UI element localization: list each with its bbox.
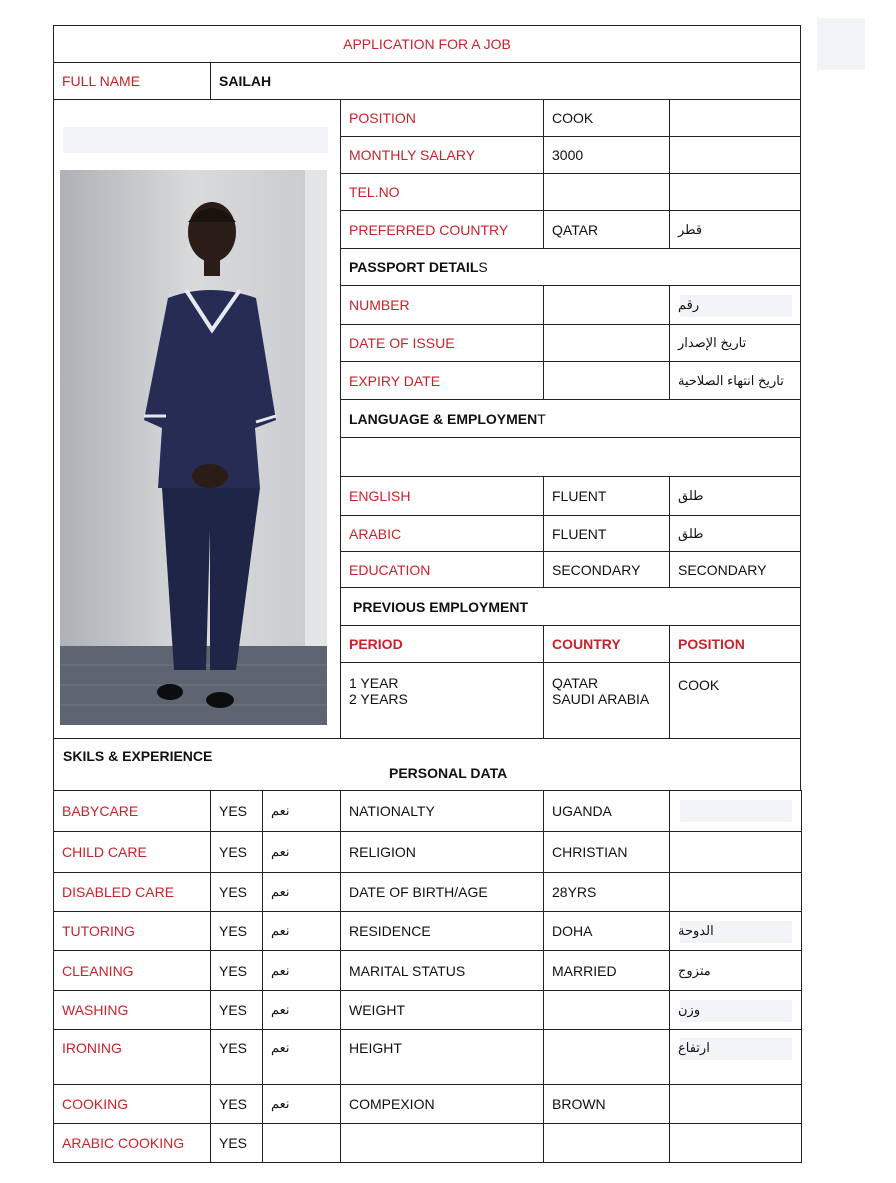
personal-value: BROWN: [543, 1084, 670, 1124]
personal-label: RESIDENCE: [340, 911, 544, 951]
date-of-issue-value: [543, 324, 670, 362]
personal-value: [543, 1029, 670, 1085]
skill-label: WASHING: [53, 990, 211, 1030]
expiry-date-label: EXPIRY DATE: [340, 361, 544, 400]
preferred-country-value: QATAR: [543, 210, 670, 249]
skill-value: YES: [210, 1029, 263, 1085]
position-extra: [669, 99, 801, 137]
personal-label: DATE OF BIRTH/AGE: [340, 872, 544, 912]
personal-arabic: [669, 1084, 802, 1124]
skill-label: CHILD CARE: [53, 831, 211, 873]
period-value-2: 2 YEARS: [349, 691, 408, 707]
position-value-1: COOK: [678, 677, 720, 693]
skill-value: YES: [210, 911, 263, 951]
personal-arabic-text: متزوج: [678, 962, 711, 978]
skills-heading: SKILS & EXPERIENCE: [63, 748, 213, 764]
position-values: [669, 662, 801, 739]
education-label: EDUCATION: [340, 551, 544, 588]
personal-value: 28YRS: [543, 872, 670, 912]
skill-value: YES: [210, 872, 263, 912]
personal-arabic: [669, 990, 802, 1030]
preferred-country-label: PREFERRED COUNTRY: [340, 210, 544, 249]
personal-label: HEIGHT: [340, 1029, 544, 1085]
salary-value: 3000: [543, 136, 670, 174]
personal-label: MARITAL STATUS: [340, 950, 544, 991]
country-column-header: COUNTRY: [543, 625, 670, 663]
english-arabic: طلق: [669, 476, 801, 516]
education-value: SECONDARY: [543, 551, 670, 588]
skill-label: IRONING: [53, 1029, 211, 1085]
personal-arabic: [669, 911, 802, 951]
skill-value: YES: [210, 790, 263, 832]
skill-arabic: نعم: [262, 1029, 341, 1085]
position-label: POSITION: [340, 99, 544, 137]
period-value-1: 1 YEAR: [349, 675, 399, 691]
full-name-label: FULL NAME: [53, 62, 211, 100]
passport-heading: [340, 248, 801, 286]
applicant-photo: [60, 170, 327, 725]
period-values: [340, 662, 544, 739]
personal-arabic-text: وزن: [678, 1002, 701, 1017]
tel-value: [543, 173, 670, 211]
skill-label: CLEANING: [53, 950, 211, 991]
skill-arabic: نعم: [262, 831, 341, 873]
skill-arabic: [262, 1123, 341, 1163]
skill-label: COOKING: [53, 1084, 211, 1124]
passport-number-value: [543, 285, 670, 325]
date-of-issue-label: DATE OF ISSUE: [340, 324, 544, 362]
passport-number-label: NUMBER: [340, 285, 544, 325]
personal-value: [543, 990, 670, 1030]
skill-value: YES: [210, 1123, 263, 1163]
passport-heading-tail: S: [478, 259, 488, 275]
personal-data-heading: PERSONAL DATA: [389, 765, 508, 781]
language-heading-main: LANGUAGE & EMPLOYMEN: [349, 410, 538, 427]
personal-value: MARRIED: [543, 950, 670, 991]
photo-caption-blank: [63, 127, 328, 153]
personal-value: CHRISTIAN: [543, 831, 670, 873]
skill-value: YES: [210, 831, 263, 873]
personal-value: DOHA: [543, 911, 670, 951]
previous-employment-heading: PREVIOUS EMPLOYMENT: [340, 587, 801, 626]
personal-value: [543, 1123, 670, 1163]
english-value: FLUENT: [543, 476, 670, 516]
personal-arabic: [669, 1123, 802, 1163]
passport-heading-main: PASSPORT DETAIL: [349, 259, 479, 275]
language-heading: [340, 399, 801, 438]
personal-arabic: [669, 950, 802, 991]
skill-arabic: نعم: [262, 911, 341, 951]
arabic-label: ARABIC: [340, 515, 544, 552]
position-value: COOK: [543, 99, 670, 137]
skill-arabic: نعم: [262, 1084, 341, 1124]
skill-arabic: نعم: [262, 950, 341, 991]
arabic-arabic: طلق: [669, 515, 801, 552]
tel-label: TEL.NO: [340, 173, 544, 211]
education-value-2: SECONDARY: [669, 551, 801, 588]
salary-label: MONTHLY SALARY: [340, 136, 544, 174]
personal-label: [340, 1123, 544, 1163]
arabic-value: FLUENT: [543, 515, 670, 552]
skill-value: YES: [210, 990, 263, 1030]
tel-extra: [669, 173, 801, 211]
period-column-header: PERIOD: [340, 625, 544, 663]
corner-tab: [817, 18, 865, 70]
personal-arabic: [669, 831, 802, 873]
expiry-date-arabic: تاريخ انتهاء الصلاحية: [669, 361, 801, 400]
skill-label: TUTORING: [53, 911, 211, 951]
personal-arabic: [669, 872, 802, 912]
personal-label: WEIGHT: [340, 990, 544, 1030]
language-heading-tail: T: [537, 410, 546, 427]
personal-value: UGANDA: [543, 790, 670, 832]
personal-label: COMPEXION: [340, 1084, 544, 1124]
expiry-date-value: [543, 361, 670, 400]
skill-label: DISABLED CARE: [53, 872, 211, 912]
country-value-1: QATAR: [552, 675, 599, 691]
personal-label: NATIONALTY: [340, 790, 544, 832]
salary-extra: [669, 136, 801, 174]
passport-number-arabic: رقم: [669, 285, 801, 325]
full-name-value: SAILAH: [210, 62, 801, 100]
personal-arabic: [669, 1029, 802, 1085]
skill-arabic: نعم: [262, 872, 341, 912]
country-values: [543, 662, 670, 739]
skill-label: ARABIC COOKING: [53, 1123, 211, 1163]
personal-arabic-text: ارتفاع: [678, 1040, 710, 1055]
country-value-2: SAUDI ARABIA: [552, 691, 650, 707]
english-label: ENGLISH: [340, 476, 544, 516]
position-column-header: POSITION: [669, 625, 801, 663]
personal-arabic: [669, 790, 802, 832]
date-of-issue-arabic: تاريخ الإصدار: [669, 324, 801, 362]
skill-value: YES: [210, 1084, 263, 1124]
skill-value: YES: [210, 950, 263, 991]
skill-arabic: نعم: [262, 790, 341, 832]
arabic-field-shade: [680, 800, 792, 822]
preferred-country-arabic: قطر: [669, 210, 801, 249]
language-blank-row: [340, 437, 801, 477]
personal-label: RELIGION: [340, 831, 544, 873]
skill-arabic: نعم: [262, 990, 341, 1030]
skill-label: BABYCARE: [53, 790, 211, 832]
personal-arabic-text: الدوحة: [678, 923, 714, 938]
form-title: APPLICATION FOR A JOB: [53, 25, 801, 63]
